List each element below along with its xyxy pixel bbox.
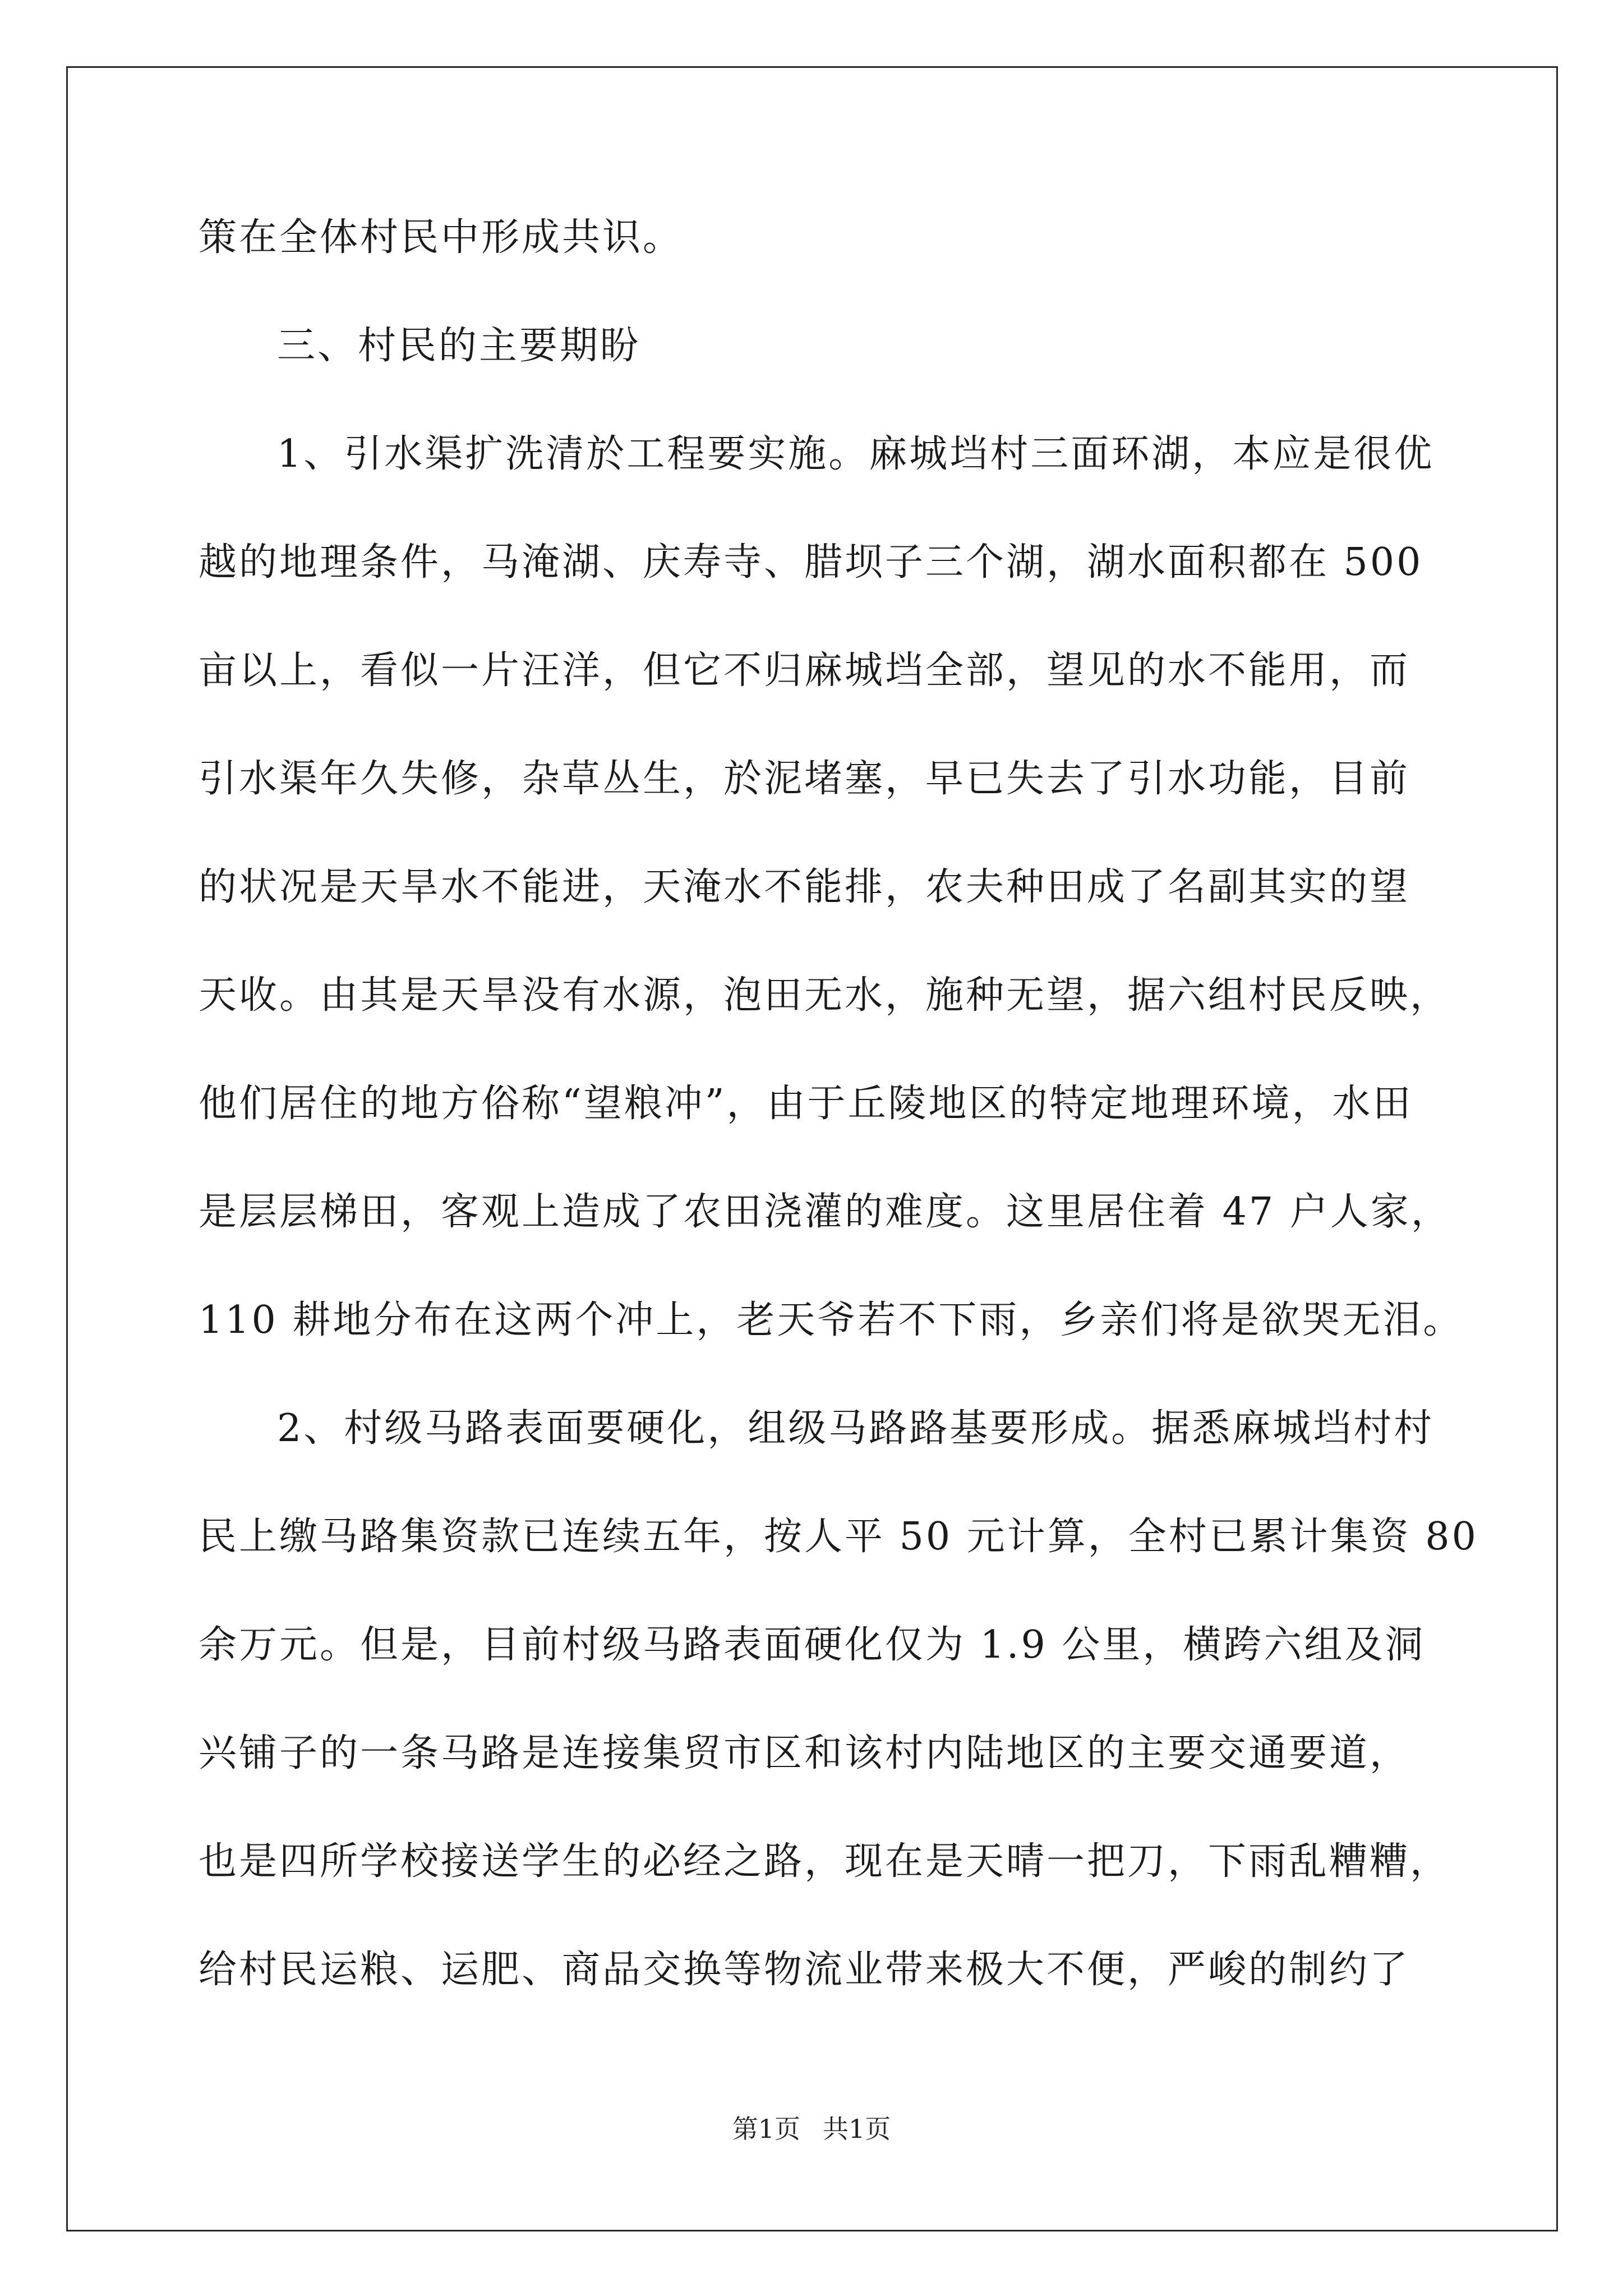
page-total: 共1页 (823, 2114, 891, 2144)
text-line: 也是四所学校接送学生的必经之路，现在是天晴一把刀，下雨乱糟糟， (199, 1839, 1451, 1884)
text-line: 引水渠年久失修，杂草丛生，於泥堵塞，早已失去了引水功能，目前 (199, 757, 1410, 801)
text-line: 1、引水渠扩洗清於工程要实施。麻城垱村三面环湖，本应是很优 (277, 432, 1435, 476)
text-line: 兴铺子的一条马路是连接集贸市区和该村内陆地区的主要交通要道， (199, 1731, 1410, 1775)
text-line: 策在全体村民中形成共识。 (199, 215, 684, 260)
text-line: 是层层梯田，客观上造成了农田浇灌的难度。这里居住着 47 户人家， (199, 1190, 1451, 1234)
text-line: 他们居住的地方俗称“望粮冲”，由于丘陵地区的特定地理环境，水田 (199, 1082, 1413, 1126)
text-line: 亩以上，看似一片汪洋，但它不归麻城垱全部，望见的水不能用，而 (199, 648, 1410, 693)
text-line: 民上缴马路集资款已连续五年，按人平 50 元计算，全村已累计集资 80 (199, 1515, 1478, 1559)
section-heading: 三、村民的主要期盼 (277, 324, 641, 368)
text-line: 110 耕地分布在这两个冲上，老天爷若不下雨，乡亲们将是欲哭无泪。 (199, 1298, 1464, 1342)
text-line: 天收。由其是天旱没有水源，泡田无水，施种无望，据六组村民反映， (199, 973, 1451, 1018)
text-line: 给村民运粮、运肥、商品交换等物流业带来极大不便，严峻的制约了 (199, 1948, 1410, 1992)
document-body (199, 212, 1478, 2053)
text-line: 的状况是天旱水不能进，天淹水不能排，农夫种田成了名副其实的望 (199, 865, 1410, 909)
text-line: 2、村级马路表面要硬化，组级马路路基要形成。据悉麻城垱村村 (277, 1406, 1435, 1451)
page-number: 第1页 (732, 2114, 800, 2144)
text-line: 越的地理条件，马淹湖、庆寿寺、腊坝子三个湖，湖水面积都在 500 (199, 540, 1423, 585)
text-line: 余万元。但是，目前村级马路表面硬化仅为 1.9 公里，横跨六组及洞 (199, 1623, 1426, 1667)
page-footer (0, 2112, 1623, 2146)
